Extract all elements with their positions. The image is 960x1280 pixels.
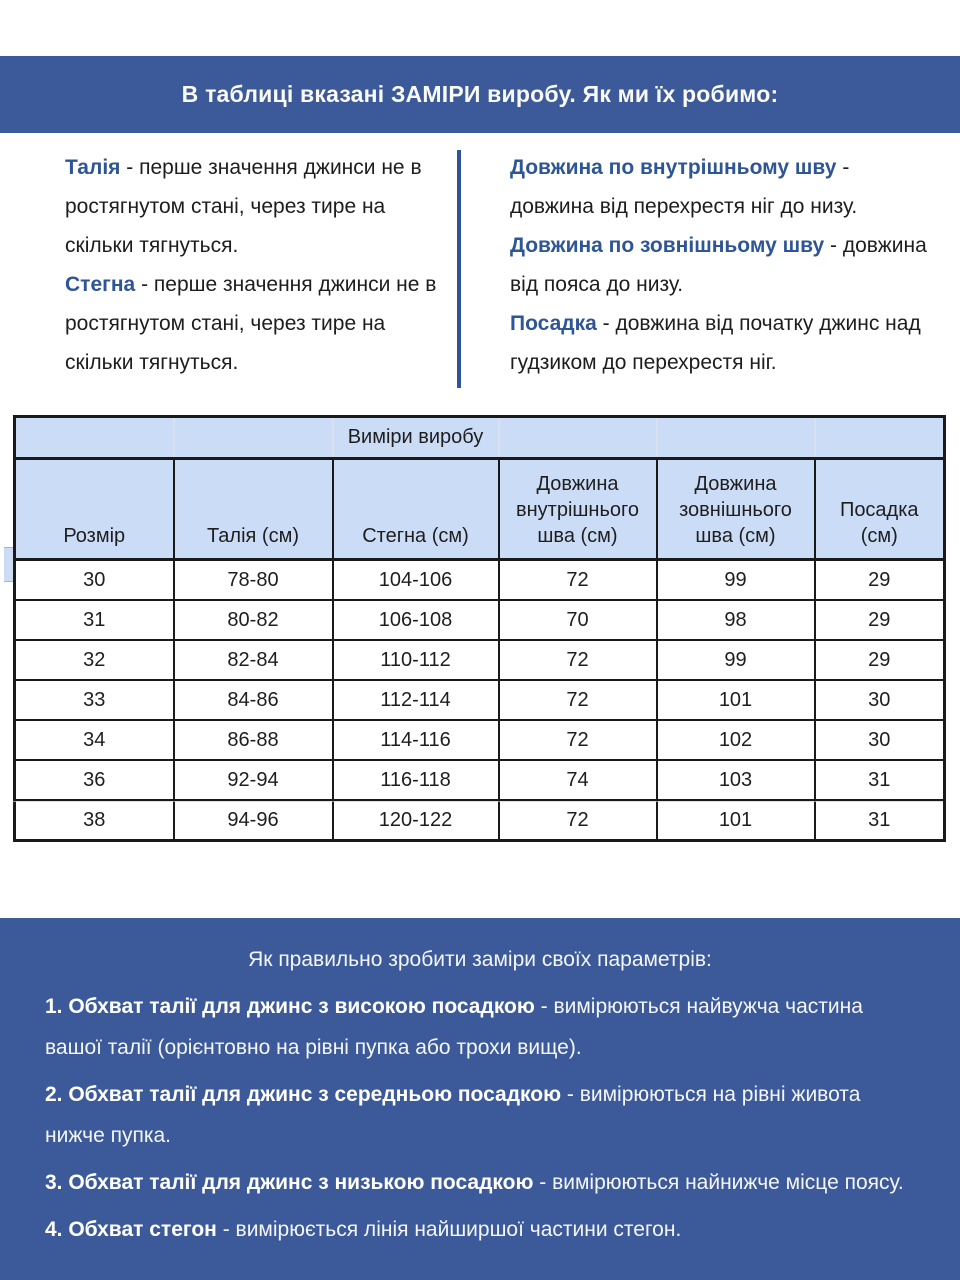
- definition-text: - довжина від пояса до низу.: [510, 234, 927, 296]
- table-caption-cell: Виміри виробу: [333, 417, 499, 459]
- table-cell: 36: [15, 760, 174, 800]
- table-cell: 120-122: [333, 800, 499, 841]
- table-cell: 31: [15, 600, 174, 640]
- table-body: [15, 560, 945, 841]
- size-table: [13, 415, 946, 842]
- table-cell: 29: [815, 600, 945, 640]
- table-cell: 84-86: [174, 680, 333, 720]
- table-cell: 31: [815, 760, 945, 800]
- definition-right-0: [510, 148, 935, 226]
- table-cell: 101: [657, 800, 815, 841]
- column-header-0: Розмір: [15, 459, 174, 560]
- table-cell: 33: [15, 680, 174, 720]
- table-cell: 103: [657, 760, 815, 800]
- size-table-section: [13, 415, 943, 842]
- table-caption-empty-cell: [15, 417, 174, 459]
- table-cell: 82-84: [174, 640, 333, 680]
- header-banner: [0, 56, 960, 133]
- instructions-heading: Як правильно зробити заміри своїх параметрів:: [248, 948, 712, 971]
- table-cell: 98: [657, 600, 815, 640]
- vertical-divider: [457, 150, 461, 388]
- definition-term: Стегна: [65, 273, 136, 296]
- definition-term: Посадка: [510, 312, 597, 335]
- table-cell: 101: [657, 680, 815, 720]
- table-row: [15, 560, 945, 601]
- table-cell: 78-80: [174, 560, 333, 601]
- definition-text: - перше значення джинси не в ростягнутом стані, через тире на скільки тягнуться.: [65, 273, 437, 374]
- instruction-text: - вимірюються найнижче місце поясу.: [533, 1171, 904, 1194]
- table-cell: 106-108: [333, 600, 499, 640]
- column-header-2: Стегна (см): [333, 459, 499, 560]
- table-row: [15, 800, 945, 841]
- row-highlight-artifact: [4, 547, 13, 582]
- table-header-row: [15, 459, 945, 560]
- page-title: В таблиці вказані ЗАМІРИ виробу. Як ми їх робимо:: [181, 81, 779, 107]
- table-caption-row: [15, 417, 945, 459]
- instruction-text: - вимірюються найвужча частина вашої талії (орієнтовно на рівні пупка або трохи вище).: [45, 995, 863, 1059]
- table-cell: 116-118: [333, 760, 499, 800]
- definition-left-0: [65, 148, 437, 265]
- definition-right-2: [510, 304, 935, 382]
- definitions-left-column: [65, 148, 437, 382]
- table-row: [15, 720, 945, 760]
- table-cell: 30: [815, 720, 945, 760]
- table-cell: 72: [499, 680, 657, 720]
- definition-term: Довжина по внутрішньому шву: [510, 156, 837, 179]
- instruction-item-1: [45, 986, 915, 1068]
- table-cell: 72: [499, 800, 657, 841]
- definition-term: Довжина по зовнішньому шву: [510, 234, 825, 257]
- table-cell: 29: [815, 560, 945, 601]
- table-cell: 34: [15, 720, 174, 760]
- definition-term: Талія: [65, 156, 121, 179]
- definition-left-1: [65, 265, 437, 382]
- table-cell: 114-116: [333, 720, 499, 760]
- table-cell: 112-114: [333, 680, 499, 720]
- table-cell: 92-94: [174, 760, 333, 800]
- gridline-artifact: [13, 801, 943, 802]
- instruction-item-4: [45, 1209, 915, 1250]
- table-cell: 70: [499, 600, 657, 640]
- table-row: [15, 600, 945, 640]
- table-cell: 30: [15, 560, 174, 601]
- definition-right-1: [510, 226, 935, 304]
- table-cell: 32: [15, 640, 174, 680]
- instructions-section: [0, 918, 960, 1280]
- table-cell: 72: [499, 640, 657, 680]
- table-cell: 104-106: [333, 560, 499, 601]
- instruction-text: - вимірюється лінія найширшої частини стегон.: [216, 1218, 682, 1241]
- table-cell: 110-112: [333, 640, 499, 680]
- instruction-item-3: [45, 1162, 915, 1203]
- table-cell: 102: [657, 720, 815, 760]
- table-caption-empty-cell: [657, 417, 815, 459]
- table-cell: 99: [657, 640, 815, 680]
- table-cell: 74: [499, 760, 657, 800]
- column-header-5: Посадка (см): [815, 459, 945, 560]
- definitions-section: [0, 133, 960, 405]
- table-row: [15, 760, 945, 800]
- column-header-4: Довжина зовнішнього шва (см): [657, 459, 815, 560]
- table-row: [15, 680, 945, 720]
- table-cell: 72: [499, 560, 657, 601]
- table-caption-empty-cell: [815, 417, 945, 459]
- instruction-text: - вимірюються на рівні живота нижче пупка.: [45, 1083, 861, 1147]
- table-cell: 80-82: [174, 600, 333, 640]
- instructions-list: [0, 986, 960, 1250]
- table-cell: 99: [657, 560, 815, 601]
- column-header-1: Талія (см): [174, 459, 333, 560]
- instruction-item-2: [45, 1074, 915, 1156]
- table-cell: 94-96: [174, 800, 333, 841]
- instruction-term: 3. Обхват талії для джинс з низькою посадкою: [45, 1171, 534, 1194]
- definitions-right-column: [510, 148, 935, 382]
- table-cell: 72: [499, 720, 657, 760]
- definition-text: - довжина від початку джинс над гудзиком до перехрестя ніг.: [510, 312, 921, 374]
- instruction-term: 2. Обхват талії для джинс з середньою посадкою: [45, 1083, 562, 1106]
- instruction-term: 4. Обхват стегон: [45, 1218, 217, 1241]
- table-cell: 38: [15, 800, 174, 841]
- table-row: [15, 640, 945, 680]
- table-cell: 86-88: [174, 720, 333, 760]
- definition-text: - перше значення джинси не в ростягнутом стані, через тире на скільки тягнуться.: [65, 156, 422, 257]
- definition-text: - довжина від перехрестя ніг до низу.: [510, 156, 858, 218]
- table-cell: 29: [815, 640, 945, 680]
- table-caption-empty-cell: [499, 417, 657, 459]
- table-cell: 31: [815, 800, 945, 841]
- table-caption-empty-cell: [174, 417, 333, 459]
- instruction-term: 1. Обхват талії для джинс з високою посадкою: [45, 995, 535, 1018]
- table-cell: 30: [815, 680, 945, 720]
- column-header-3: Довжина внутрішнього шва (см): [499, 459, 657, 560]
